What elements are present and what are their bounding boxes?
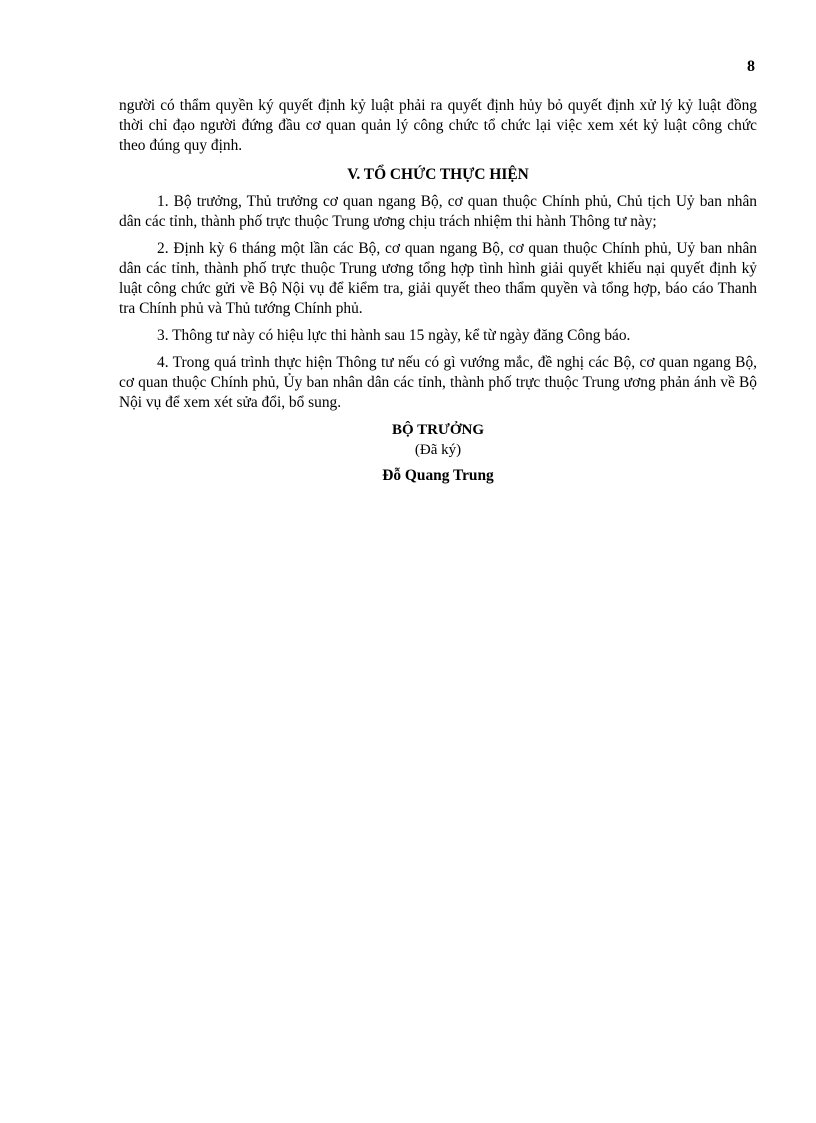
signatory-title: BỘ TRƯỞNG bbox=[391, 422, 485, 438]
continuation-paragraph: người có thẩm quyền ký quyết định kỷ luật phải ra quyết định hủy bỏ quyết định xử lý kỷ luật đồng thời chỉ đạo người đứng đầu cơ quan quản lý công chức tổ chức lại việc xem xét kỷ luật công chức theo đúng quy định. bbox=[119, 97, 757, 154]
item-4: 4. Trong quá trình thực hiện Thông tư nếu có gì vướng mắc, đề nghị các Bộ, cơ quan ngang Bộ, cơ quan thuộc Chính phủ, Ủy ban nhân dân các tỉnh, thành phố trực thuộc Trung ương phản ánh về Bộ Nội vụ để xem xét sửa đổi, bổ sung. bbox=[119, 354, 757, 411]
page-number: 8 bbox=[747, 58, 755, 75]
signed-note: (Đã ký) bbox=[414, 442, 462, 458]
item-3: 3. Thông tư này có hiệu lực thi hành sau 15 ngày, kể từ ngày đăng Công báo. bbox=[157, 327, 631, 344]
section-heading: V. TỔ CHỨC THỰC HIỆN bbox=[347, 166, 529, 183]
item-1: 1. Bộ trưởng, Thủ trưởng cơ quan ngang Bộ, cơ quan thuộc Chính phủ, Chủ tịch Uỷ ban nhân dân các tỉnh, thành phố trực thuộc Trung ương chịu trách nhiệm thi hành Thông tư này; bbox=[119, 193, 757, 230]
item-2: 2. Định kỳ 6 tháng một lần các Bộ, cơ quan ngang Bộ, cơ quan thuộc Chính phủ, Uỷ ban nhân dân các tỉnh, thành phố trực thuộc Trung ương tổng hợp tình hình giải quyết khiếu nại quyết định kỷ luật công chức gửi về Bộ Nội vụ để kiểm tra, giải quyết theo thẩm quyền và tổng hợp, báo cáo Thanh tra Chính phủ và Thủ tướng Chính phủ. bbox=[119, 240, 757, 317]
document-body bbox=[119, 96, 757, 486]
signatory-name: Đỗ Quang Trung bbox=[382, 467, 494, 484]
signature-block bbox=[119, 420, 757, 486]
